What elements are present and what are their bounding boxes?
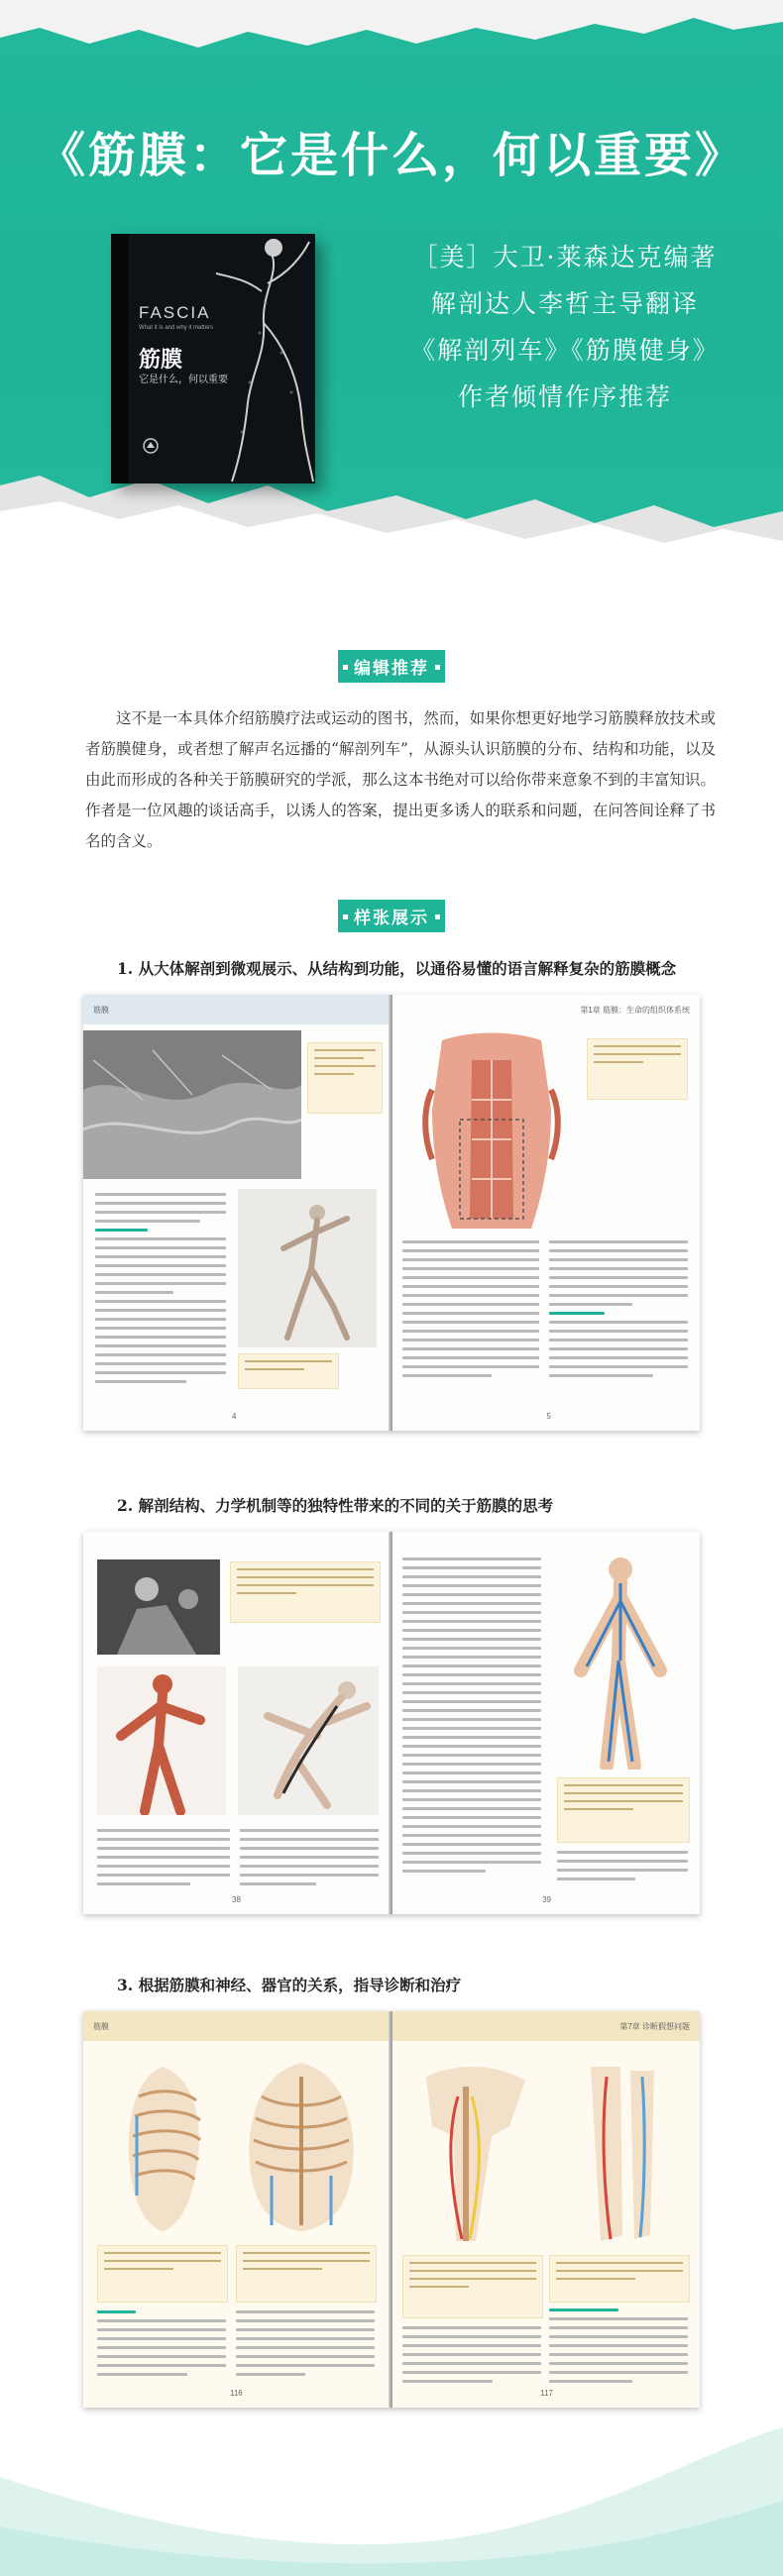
book-cover	[111, 234, 315, 483]
page-number: 39	[542, 1895, 551, 1904]
body-text	[402, 1557, 541, 1878]
body-text	[402, 2326, 541, 2389]
dancer-illustration	[238, 1189, 377, 1347]
page-number: 116	[230, 2389, 243, 2398]
recommend-label: 编辑推荐	[338, 650, 445, 683]
body-text	[549, 1240, 688, 1383]
recommend-section-tag	[0, 650, 783, 682]
figure-caption	[97, 2245, 228, 2303]
running-head	[83, 2011, 391, 2041]
dancer-fascia-illustration	[238, 1666, 379, 1815]
page-number: 38	[232, 1895, 241, 1904]
hero-line-preface: 作者倾情作序推荐	[457, 382, 672, 411]
body-text	[402, 1240, 539, 1383]
hip-leg-illustration	[406, 2057, 535, 2245]
torso-anatomy-illustration	[402, 1030, 581, 1229]
sample-spread-3	[83, 2011, 700, 2408]
running-head-right: 第7章 诊断假想问题	[619, 2022, 690, 2031]
figure-caption	[230, 1561, 381, 1623]
cover-figure-illustration	[202, 234, 315, 483]
running-head-left: 筋膜	[93, 1006, 109, 1015]
page-number: 4	[232, 1412, 237, 1421]
body-text	[549, 2308, 688, 2389]
spread-2-left-page	[83, 1532, 391, 1914]
bw-photo	[97, 1559, 220, 1655]
body-text	[240, 1829, 379, 1891]
microscope-image	[83, 1030, 301, 1179]
figure-caption	[238, 1353, 339, 1389]
sample-spread-1	[83, 995, 700, 1431]
spread-2-right-page	[392, 1532, 700, 1914]
torn-paper-top	[0, 0, 783, 69]
running-head	[83, 995, 391, 1024]
spread-1-left-page	[83, 995, 391, 1431]
samples-label: 样张展示	[338, 900, 445, 932]
spread-1-right-page	[392, 995, 700, 1431]
figure-caption	[236, 2245, 377, 2303]
hero-banner	[0, 0, 783, 634]
sample-heading-2: 2. 解剖结构、力学机制等的独特性带来的不同的关于筋膜的思考	[117, 1496, 554, 1515]
spread-3-left-page	[83, 2011, 391, 2408]
running-head-left: 筋膜	[93, 2022, 109, 2031]
hero-title: 《筋膜：它是什么，何以重要》	[37, 128, 745, 183]
ribcage-front-illustration	[232, 2057, 371, 2235]
page-number: 117	[540, 2389, 553, 2398]
hero-description	[367, 234, 763, 420]
figure-caption	[307, 1042, 383, 1114]
hero-line-translator: 解剖达人李哲主导翻译	[430, 289, 699, 318]
cover-spine	[111, 234, 129, 483]
figure-caption	[402, 2255, 543, 2318]
sample-heading-1: 1. 从大体解剖到微观展示、从结构到功能，以通俗易懂的语言解释复杂的筋膜概念	[117, 959, 677, 978]
bottom-decoration	[0, 2417, 783, 2576]
publisher-logo-icon	[143, 438, 159, 454]
cover-subtitle-cn: 它是什么，何以重要	[139, 375, 228, 385]
body-nerves-illustration	[551, 1552, 690, 1770]
ribcage-side-illustration	[103, 2057, 222, 2235]
body-text	[95, 1193, 226, 1389]
cover-title-cn: 筋膜	[139, 347, 183, 373]
body-text	[557, 1851, 688, 1886]
hero-line-books: 《解剖列车》《筋膜健身》	[410, 336, 720, 365]
figure-caption	[549, 2255, 690, 2303]
running-head	[392, 2011, 700, 2041]
recommend-text: 这不是一本具体介绍筋膜疗法或运动的图书，然而，如果你想更好地学习筋膜释放技术或者筋膜健身，或者想了解声名远播的“解剖列车”，从源头认识筋膜的分布、结构和功能，以及由此而形成的各种关于筋膜研究的学派，那么这本书绝对可以给你带来意象不到的丰富知识。作者是一位风趣的谈话高手，以诱人的答案，提出更多诱人的联系和问题，在问答间诠释了书名的含义。	[85, 709, 716, 850]
hero-line-author: ［美］大卫·莱森达克编著	[412, 243, 718, 271]
lower-leg-illustration	[551, 2057, 680, 2245]
muscle-figure-illustration	[97, 1666, 226, 1815]
page-number: 5	[546, 1412, 551, 1421]
figure-caption	[587, 1038, 688, 1100]
body-text	[97, 2310, 226, 2382]
figure-caption	[557, 1777, 690, 1843]
running-head-right: 第1章 筋膜：生命的组织体系统	[580, 1006, 690, 1015]
body-text	[236, 2310, 375, 2382]
body-text	[97, 1829, 230, 1891]
samples-section-tag	[0, 900, 783, 931]
sample-heading-3: 3. 根据筋膜和神经、器官的关系，指导诊断和治疗	[117, 1976, 462, 1994]
sample-spread-2	[83, 1532, 700, 1914]
spread-3-right-page	[392, 2011, 700, 2408]
running-head	[392, 995, 700, 1024]
cover-title-en: FASCIA	[139, 303, 211, 322]
cover-subtitle-en: What it is and why it matters	[139, 325, 214, 331]
